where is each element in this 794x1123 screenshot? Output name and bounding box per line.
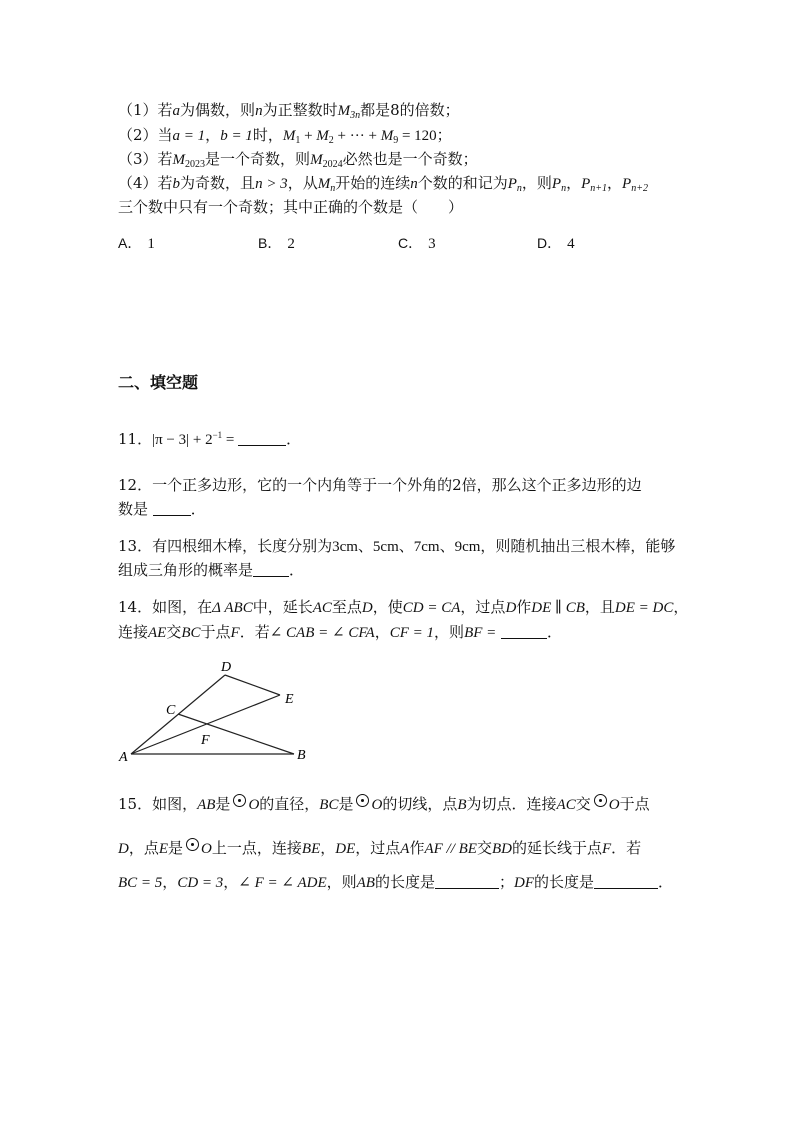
- section-title: 二、填空题: [118, 373, 199, 392]
- question-13-line-2: 组成三角形的概率是 ．: [118, 561, 305, 579]
- question-14-line-1: 14．如图，在Δ ABC中，延长AC至点D，使CD = CA，过点D作DE ∥ CB，且DE = DC，: [118, 598, 689, 616]
- question-15-line-2: D，点E是 O上一点，连接BE，DE，过点A作AF // BE交BD的延长线于点F．若: [118, 839, 642, 857]
- option-b[interactable]: B． 2: [258, 235, 295, 252]
- circle-o-icon: [186, 838, 199, 851]
- answer-blank-15a[interactable]: [435, 874, 499, 889]
- figure-14-geometry: [112, 655, 322, 770]
- option-d[interactable]: D． 4: [537, 235, 575, 252]
- option-c[interactable]: C． 3: [398, 235, 436, 252]
- q10-statement-2: （2）当a = 1，b = 1时，$M_1 + M_2$ + ··· + $M_9 = 120$；: [118, 126, 452, 146]
- question-15-line-1: 15．如图，AB是 O的直径，BC是 O的切线，点B为切点．连接AC交 O于点: [118, 795, 650, 813]
- q10-statement-1: （1）若a为偶数，则n为正整数时$M_{3n}$都是8的倍数；: [118, 101, 460, 121]
- circle-o-icon: [356, 794, 369, 807]
- label-f: F: [201, 733, 210, 748]
- question-12-line-2: 数是 ．: [118, 500, 206, 518]
- q10-statement-3: （3）若$M_{2023}$是一个奇数，则$M_{2024}$必然也是一个奇数；: [118, 150, 478, 170]
- question-15-line-3: BC = 5，CD = 3，∠ F = ∠ ADE，则AB的长度是 ；DF的长度是 ．: [118, 873, 674, 891]
- question-11: 11．$|\pi - 3| + 2^{-1}$ = ．: [118, 430, 302, 448]
- segment-cb: [178, 714, 294, 754]
- question-13-line-1: 13．有四根细木棒，长度分别为3cm、5cm、7cm、9cm，则随机抽出三根木棒，能够: [118, 537, 676, 555]
- q10-statement-5: 三个数中只有一个奇数；其中正确的个数是（ ）: [118, 198, 464, 216]
- label-a: A: [119, 750, 128, 765]
- answer-blank-15b[interactable]: [594, 874, 658, 889]
- circle-o-icon: [594, 794, 607, 807]
- circle-o-icon: [233, 794, 246, 807]
- answer-blank-13[interactable]: [253, 562, 289, 577]
- question-12-line-1: 12．一个正多边形，它的一个内角等于一个外角的2倍，那么这个正多边形的边: [118, 476, 642, 494]
- option-a[interactable]: A． 1: [118, 235, 155, 252]
- label-c: C: [166, 703, 176, 718]
- answer-blank-11[interactable]: [238, 431, 286, 446]
- label-b: B: [297, 748, 306, 763]
- label-e: E: [285, 692, 294, 707]
- q10-statement-4: （4）若b为奇数，且n > 3，从$M_n$开始的连续n个数的和记为$P_n$，则$P_n$，$P_{n+1}$，$P_{n+2}$: [118, 174, 648, 194]
- answer-blank-14[interactable]: [501, 624, 547, 639]
- question-14-line-2: 连接AE交BC于点F．若∠ CAB = ∠ CFA，CF = 1，则BF = ．: [118, 623, 563, 641]
- answer-blank-12[interactable]: [153, 501, 191, 516]
- label-d: D: [221, 660, 232, 675]
- segment-de: [225, 675, 280, 695]
